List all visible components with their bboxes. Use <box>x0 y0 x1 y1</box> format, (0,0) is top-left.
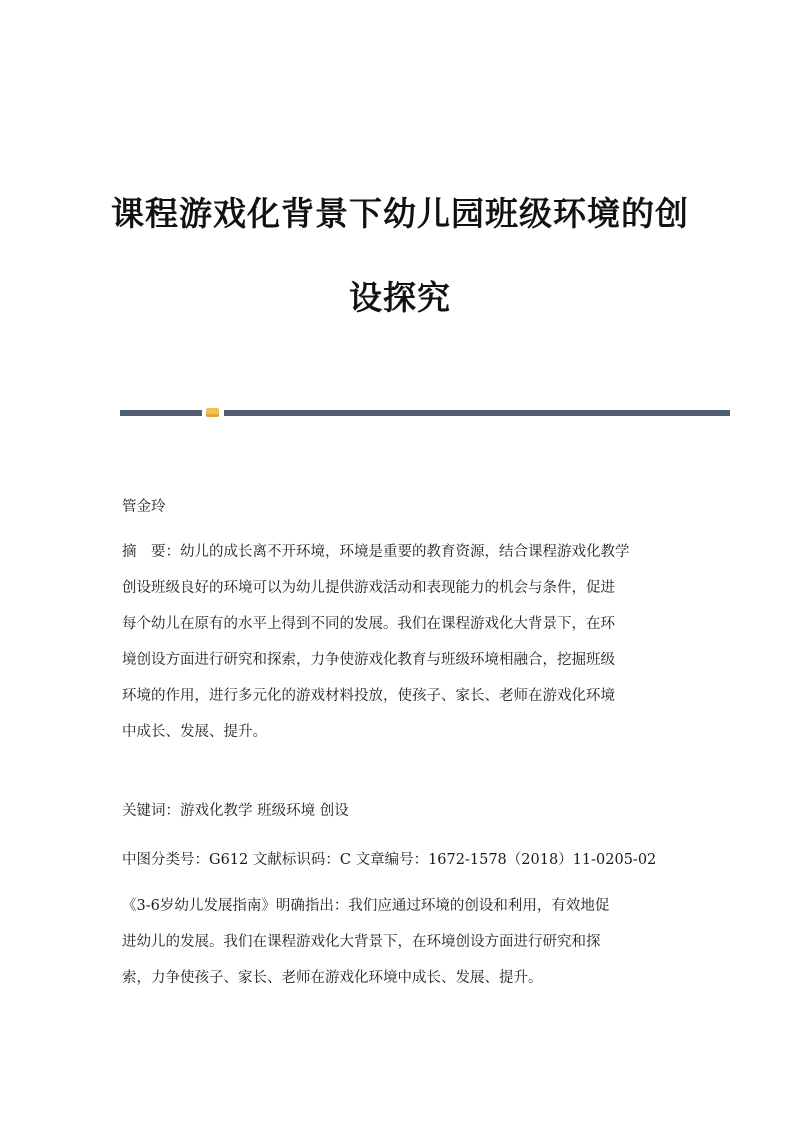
abstract-line: 创设班级良好的环境可以为幼儿提供游戏活动和表现能力的机会与条件，促进 <box>122 580 615 596</box>
body-paragraph <box>122 896 678 1004</box>
body-line: 进幼儿的发展。我们在课程游戏化大背景下，在环境创设方面进行研究和探 <box>122 934 601 950</box>
page-title-line-1: 课程游戏化背景下幼儿园班级环境的创 <box>111 194 689 233</box>
abstract <box>122 542 678 758</box>
page-title-line-2: 设探究 <box>349 278 451 317</box>
divider-marker-icon <box>206 408 219 417</box>
classification-info: 中图分类号：G612 文献标识码：C 文章编号：1672-1578（2018）11-0205-02 <box>122 852 657 868</box>
abstract-line: 境创设方面进行研究和探索，力争使游戏化教育与班级环境相融合，挖掘班级 <box>122 652 615 668</box>
abstract-line: 每个幼儿在原有的水平上得到不同的发展。我们在课程游戏化大背景下，在环 <box>122 616 615 632</box>
body-line: 索，力争使孩子、家长、老师在游戏化环境中成长、发展、提升。 <box>122 970 543 986</box>
divider-bar-left <box>120 410 202 416</box>
abstract-line: 摘 要：幼儿的成长离不开环境，环境是重要的教育资源，结合课程游戏化教学 <box>122 544 630 560</box>
divider-bar-right <box>224 410 730 416</box>
abstract-line: 中成长、发展、提升。 <box>122 724 267 740</box>
body-line: 《3-6岁幼儿发展指南》明确指出：我们应通过环境的创设和利用，有效地促 <box>122 898 610 914</box>
author-name: 管金玲 <box>122 499 166 515</box>
keywords: 关键词：游戏化教学 班级环境 创设 <box>122 803 349 819</box>
abstract-line: 环境的作用，进行多元化的游戏材料投放，使孩子、家长、老师在游戏化环境 <box>122 688 615 704</box>
title-divider <box>120 408 730 417</box>
